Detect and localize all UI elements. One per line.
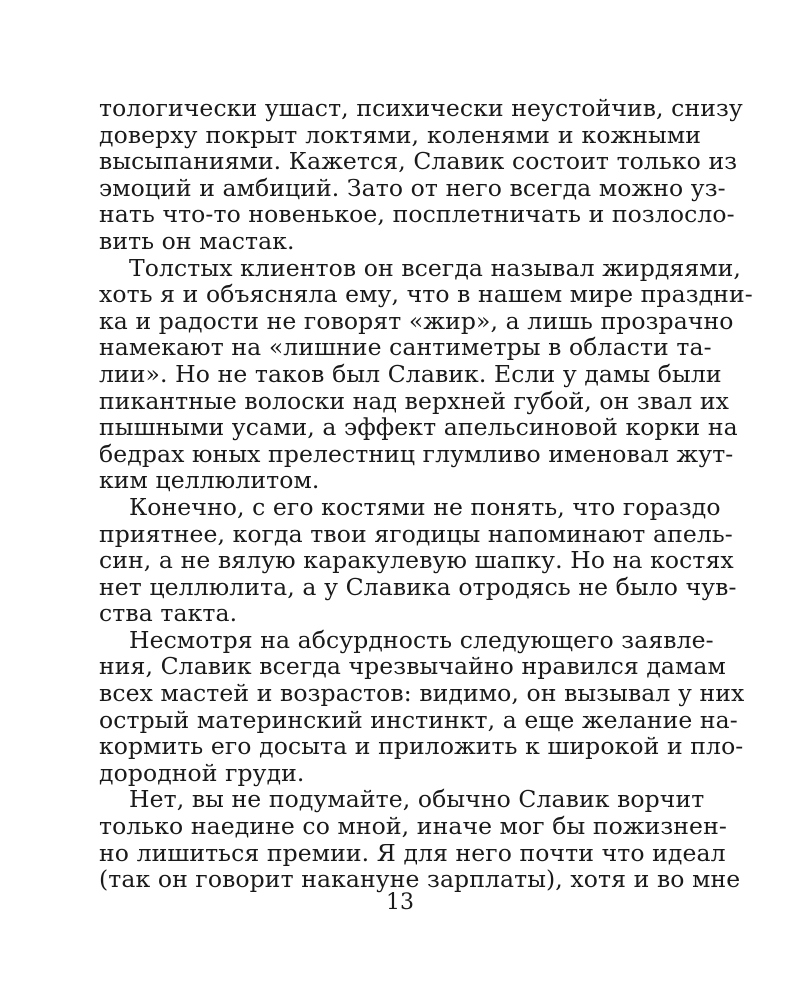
text-line: доверху покрыт локтями, коленями и кожными	[99, 120, 701, 149]
text-line: ким целлюлитом.	[99, 466, 320, 495]
text-line: острый материнский инстинкт, а еще желание на-	[99, 705, 738, 734]
paragraph	[99, 253, 753, 495]
text-line: Несмотря на абсурдность следующего заявле-	[129, 625, 714, 654]
paragraph	[99, 625, 745, 787]
text-line: только наедине со мной, иначе мог бы пожизнен-	[99, 812, 727, 841]
text-line: кормить его досыта и приложить к широкой и пло-	[99, 732, 744, 761]
text-line: намекают на «лишние сантиметры в области та-	[99, 333, 712, 362]
text-line: хоть я и объясняла ему, что в нашем мире праздни-	[99, 280, 753, 309]
text-line: вить он мастак.	[99, 226, 295, 255]
text-line: Конечно, с его костями не понять, что гораздо	[129, 492, 721, 521]
text-line: тологически ушаст, психически неустойчив, снизу	[99, 94, 743, 122]
body-text	[99, 94, 753, 894]
text-line: син, а не вялую каракулевую шапку. Но на костях	[99, 546, 734, 575]
text-line: пикантные волоски над верхней губой, он звал их	[99, 386, 730, 415]
text-line: дородной груди.	[99, 758, 305, 787]
text-line: всех мастей и возрастов: видимо, он вызывал у них	[99, 679, 745, 708]
paragraph	[99, 492, 737, 628]
page-number: 13	[386, 890, 414, 915]
text-line: но лишиться премии. Я для него почти что идеал	[99, 838, 726, 867]
text-line: Нет, вы не подумайте, обычно Славик ворчит	[129, 785, 705, 814]
text-line: (так он говорит накануне зарплаты), хотя и во мне	[99, 865, 741, 894]
text-line: нет целлюлита, а у Славика отродясь не было чув-	[99, 572, 737, 601]
text-line: высыпаниями. Кажется, Славик состоит только из	[99, 147, 738, 176]
text-line: пышными усами, а эффект апельсиновой корки на	[99, 413, 738, 442]
text-line: бедрах юных прелестниц глумливо именовал жут-	[99, 439, 734, 468]
text-line: эмоций и амбиций. Зато от него всегда можно уз-	[99, 173, 726, 202]
paragraph	[99, 785, 741, 894]
text-line: ства такта.	[99, 599, 238, 628]
text-line: Толстых клиентов он всегда называл жирдяями,	[129, 253, 741, 282]
text-line: лии». Но не таков был Славик. Если у дамы были	[99, 359, 722, 388]
text-line: ка и радости не говорят «жир», а лишь прозрачно	[99, 306, 734, 335]
text-line: приятнее, когда твои ягодицы напоминают апель-	[99, 519, 733, 548]
text-line: нать что-то новенькое, посплетничать и позлосло-	[99, 200, 735, 229]
paragraph	[99, 94, 743, 255]
text-line: ния, Славик всегда чрезвычайно нравился дамам	[99, 652, 726, 681]
